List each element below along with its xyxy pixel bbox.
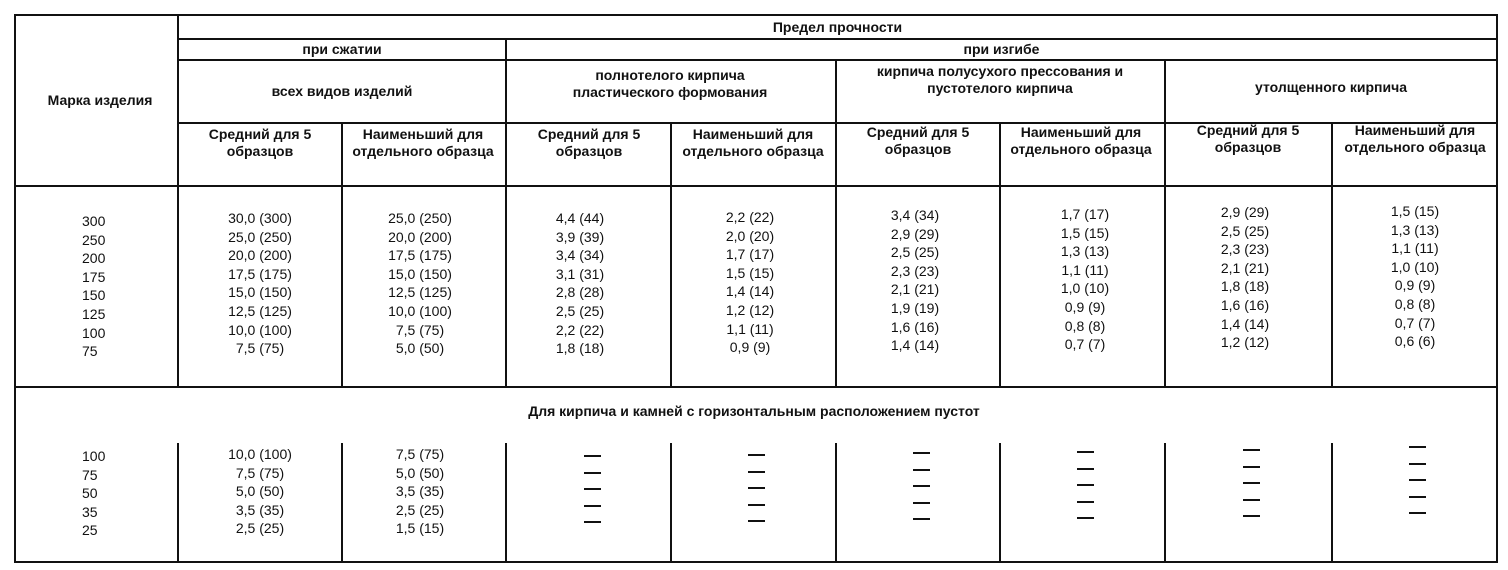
table-cell: 0,8 (8): [1394, 295, 1436, 312]
dash-mark: [913, 502, 930, 504]
table-cell: 1,4 (14): [890, 337, 940, 354]
table-cell: 2,9 (29): [890, 225, 940, 242]
s1-col-compression-min: [360, 209, 480, 358]
dash-mark: [913, 518, 930, 520]
table-cell: 2,3 (23): [1220, 241, 1270, 258]
rule-col-3: [505, 39, 507, 387]
table-cell: 1,3 (13): [1060, 243, 1110, 260]
rule2-col-7: [1164, 443, 1166, 563]
s1-marks: [82, 212, 105, 361]
table-cell: 1,7 (17): [1060, 206, 1110, 222]
table-cell: 2,8 (28): [555, 284, 605, 301]
table-cell: 7,5 (75): [395, 321, 445, 338]
table-cell: 20,0 (200): [388, 228, 452, 245]
table-cell: 1,5 (15): [1060, 224, 1110, 241]
dash-mark: [1243, 466, 1260, 468]
subheader-avg-4: Средний для 5 образцов: [1196, 122, 1300, 155]
dash-mark: [584, 521, 601, 523]
dash-mark: [1243, 449, 1260, 451]
table-cell: 1,6 (16): [890, 318, 940, 335]
dash-column: [580, 455, 604, 538]
table-cell: 1,0 (10): [1060, 280, 1110, 297]
table-cell: 100: [82, 448, 106, 464]
subheader-avg-3: Средний для 5 образцов: [866, 124, 970, 157]
dash-mark: [748, 471, 765, 473]
s2-col-compression-min: [360, 445, 480, 538]
table-cell: 2,5 (25): [235, 520, 285, 537]
table-cell: 300: [82, 213, 106, 229]
dash-column: [1405, 446, 1429, 529]
dash-mark: [584, 505, 601, 507]
table-cell: 1,2 (12): [1220, 334, 1270, 351]
table-cell: 3,5 (35): [395, 483, 445, 500]
table-cell: 50: [82, 485, 98, 502]
rule2-col-mark: [177, 443, 179, 563]
rule-col-2: [341, 123, 343, 387]
rule-col-4: [670, 123, 672, 387]
header-bending: при изгибе: [963, 41, 1040, 57]
table-cell: 125: [82, 305, 106, 322]
dash-mark: [748, 454, 765, 456]
dash-column: [909, 452, 933, 535]
s1-col-thick-avg: [1195, 203, 1295, 352]
table-cell: 1,3 (13): [1390, 221, 1440, 238]
table-cell: 12,5 (125): [388, 284, 452, 301]
s1-col-thick-min: [1365, 202, 1465, 351]
table-cell: 1,5 (15): [1390, 203, 1440, 219]
table-cell: 0,8 (8): [1064, 317, 1106, 334]
table-cell: 1,8 (18): [1220, 278, 1270, 295]
header-solid-plastic: полнотелого кирпича пластического формования: [572, 66, 768, 100]
table-cell: 0,9 (9): [1064, 298, 1106, 315]
rule-col-5: [835, 60, 837, 387]
rule-under-header: [14, 185, 1498, 187]
table-cell: 2,5 (25): [395, 501, 445, 518]
dash-mark: [1409, 496, 1426, 498]
table-cell: 7,5 (75): [235, 340, 285, 357]
table-cell: 12,5 (125): [228, 302, 292, 319]
dash-mark: [1077, 484, 1094, 486]
subheader-min-2: Наименьший для отдельного образца: [682, 126, 824, 159]
dash-mark: [1077, 501, 1094, 503]
dash-mark: [1077, 451, 1094, 453]
s1-col-solid-min: [700, 208, 800, 357]
table-cell: 175: [82, 268, 106, 285]
table-cell: 5,0 (50): [395, 340, 445, 357]
table-cell: 1,1 (11): [1391, 240, 1439, 257]
table-cell: 17,5 (175): [388, 247, 452, 264]
dash-mark: [584, 472, 601, 474]
table-cell: 2,3 (23): [890, 262, 940, 279]
dash-mark: [1409, 446, 1426, 448]
table-cell: 100: [82, 324, 106, 341]
table-cell: 3,5 (35): [235, 501, 285, 518]
header-semidry-hollow: кирпича полусухого прессования и пустотелого кирпича: [876, 63, 1124, 96]
table-cell: 2,9 (29): [1220, 204, 1270, 220]
subheader-avg-2: Средний для 5 образцов: [537, 126, 641, 159]
table-cell: 35: [82, 503, 98, 520]
table-cell: 25,0 (250): [228, 228, 292, 245]
table-cell: 200: [82, 250, 106, 267]
table-cell: 2,1 (21): [890, 281, 940, 298]
subheader-avg-1: Средний для 5 образцов: [208, 126, 312, 159]
dash-mark: [1077, 468, 1094, 470]
table-cell: 25: [82, 522, 98, 539]
table-cell: 1,2 (12): [725, 301, 775, 318]
rule2-col-5: [835, 443, 837, 563]
s1-col-semidry-avg: [865, 206, 965, 355]
table-cell: 0,9 (9): [729, 339, 771, 356]
table-cell: 10,0 (100): [388, 302, 452, 319]
table-cell: 1,1 (11): [1061, 261, 1109, 278]
table-cell: 15,0 (150): [388, 265, 452, 282]
header-mark: Марка изделия: [47, 91, 153, 108]
dash-mark: [748, 504, 765, 506]
dash-mark: [913, 452, 930, 454]
rule2-col-3: [505, 443, 507, 563]
s1-col-semidry-min: [1035, 205, 1135, 354]
s2-col-compression-avg: [200, 445, 320, 538]
dash-mark: [748, 520, 765, 522]
dash-mark: [1077, 517, 1094, 519]
s1-col-solid-avg: [530, 209, 630, 358]
dash-mark: [584, 455, 601, 457]
s1-col-compression-avg: [200, 209, 320, 358]
table-cell: 5,0 (50): [235, 483, 285, 500]
table-cell: 0,9 (9): [1394, 277, 1436, 294]
table-cell: 2,5 (25): [890, 244, 940, 261]
table-cell: 3,4 (34): [555, 247, 605, 264]
rule2-col-8: [1331, 443, 1333, 563]
table-cell: 250: [82, 231, 106, 248]
rule2-col-2: [341, 443, 343, 563]
table-cell: 10,0 (100): [228, 321, 292, 338]
table-cell: 1,7 (17): [725, 246, 775, 263]
table-cell: 4,4 (44): [555, 210, 605, 226]
table-cell: 17,5 (175): [228, 265, 292, 282]
dash-mark: [1409, 463, 1426, 465]
table-cell: 75: [82, 343, 98, 360]
table-cell: 150: [82, 287, 106, 304]
rule-col-8: [1331, 123, 1333, 387]
table-cell: 5,0 (50): [395, 464, 445, 481]
dash-mark: [1243, 515, 1260, 517]
table-cell: 75: [82, 466, 98, 483]
dash-column: [1239, 449, 1263, 532]
dash-mark: [1409, 512, 1426, 514]
subheader-min-3: Наименьший для отдельного образца: [1010, 124, 1152, 157]
table-cell: 3,4 (34): [890, 207, 940, 223]
table-cell: 7,5 (75): [235, 464, 285, 481]
dash-mark: [1243, 482, 1260, 484]
header-strength: Предел прочности: [772, 18, 903, 35]
dash-column: [744, 454, 768, 537]
table-cell: 1,1 (11): [726, 320, 774, 337]
table-cell: 2,1 (21): [1220, 259, 1270, 276]
table-cell: 2,2 (22): [725, 209, 775, 225]
header-thickened: утолщенного кирпича: [1254, 78, 1408, 95]
dash-mark: [584, 488, 601, 490]
table-cell: 15,0 (150): [228, 284, 292, 301]
dash-mark: [748, 487, 765, 489]
table-cell: 1,8 (18): [555, 340, 605, 357]
table-cell: 2,2 (22): [555, 321, 605, 338]
rule-section-divider: [14, 386, 1498, 388]
table-cell: 1,6 (16): [1220, 296, 1270, 313]
table-cell: 10,0 (100): [228, 446, 292, 462]
rule2-col-6: [999, 443, 1001, 563]
dash-mark: [1243, 499, 1260, 501]
table-cell: 1,9 (19): [890, 299, 940, 316]
table-cell: 25,0 (250): [388, 210, 452, 226]
table-cell: 20,0 (200): [228, 247, 292, 264]
header-all-types: всех видов изделий: [271, 83, 413, 99]
table-cell: 0,7 (7): [1064, 336, 1106, 353]
s2-marks: [82, 447, 105, 540]
header-compression: при сжатии: [302, 41, 382, 57]
table-cell: 1,4 (14): [1220, 315, 1270, 332]
table-cell: 0,7 (7): [1394, 314, 1436, 331]
rule-col-6: [999, 123, 1001, 387]
subheader-min-1: Наименьший для отдельного образца: [352, 126, 494, 159]
table-cell: 1,0 (10): [1390, 258, 1440, 275]
table-cell: 2,0 (20): [725, 227, 775, 244]
table-cell: 2,5 (25): [1220, 222, 1270, 239]
dash-mark: [1409, 479, 1426, 481]
section2-title: Для кирпича и камней с горизонтальным расположением пустот: [528, 403, 980, 419]
table-cell: 0,6 (6): [1394, 333, 1436, 350]
table-cell: 30,0 (300): [228, 210, 292, 226]
dash-mark: [913, 469, 930, 471]
table-cell: 1,4 (14): [725, 283, 775, 300]
table-cell: 1,5 (15): [395, 520, 445, 537]
rule2-col-4: [670, 443, 672, 563]
table-cell: 7,5 (75): [395, 446, 445, 462]
table-cell: 3,1 (31): [555, 265, 605, 282]
dash-column: [1073, 451, 1097, 534]
table-cell: 3,9 (39): [555, 228, 605, 245]
dash-mark: [913, 485, 930, 487]
table-cell: 1,5 (15): [725, 264, 775, 281]
table-cell: 2,5 (25): [555, 302, 605, 319]
subheader-min-4: Наименьший для отдельного образца: [1344, 122, 1486, 155]
